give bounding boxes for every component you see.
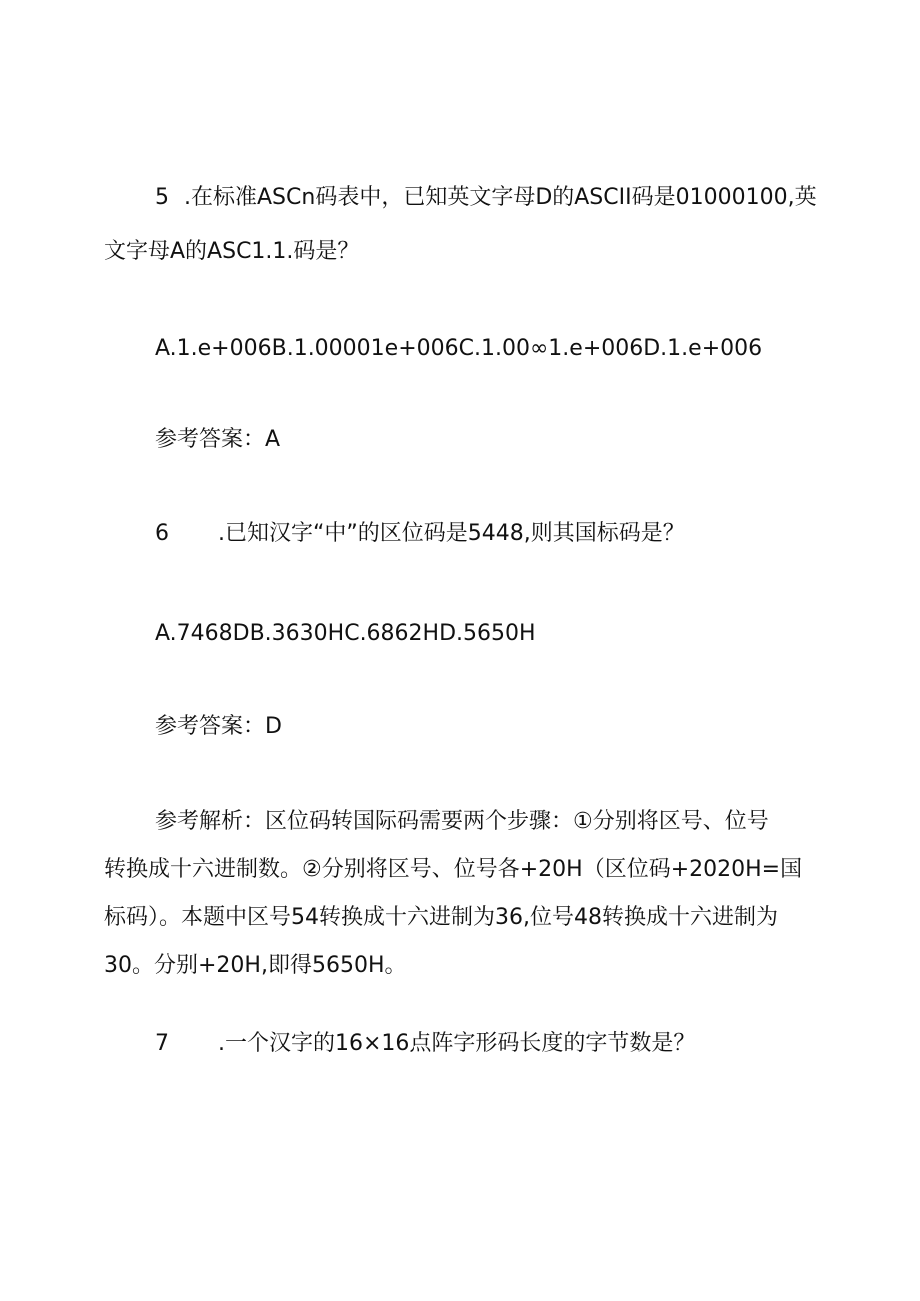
analysis-line-1: 参考解析：区位码转国际码需要两个步骤：①分别将区号、位号 (155, 809, 769, 834)
analysis-line-3: 标码）。本题中区号54转换成十六进制为36,位号48转换成十六进制为 (104, 905, 778, 930)
question-6-options: A.7468DB.3630HC.6862HD.5650H (155, 621, 536, 646)
question-number: 6 (155, 521, 169, 546)
analysis-line-2: 转换成十六进制数。②分别将区号、位号各+20H（区位码+2020H=国 (104, 857, 803, 882)
question-5-answer: 参考答案：A (155, 427, 281, 452)
question-5-options: A.1.e+006B.1.00001e+006C.1.00∞1.e+006D.1.e+006 (155, 336, 763, 361)
question-number: 5 (155, 185, 169, 210)
question-5-line-2: 文字母A的ASC1.1.码是？ (104, 239, 360, 264)
question-text: .在标准ASCn码表中，已知英文字母D的ASCII码是01000100,英 (184, 185, 817, 210)
question-number: 7 (155, 1031, 169, 1056)
question-5-line-1 (155, 184, 817, 212)
analysis-line-4: 30。分别+20H,即得5650H。 (104, 953, 407, 978)
question-7-line (155, 1030, 695, 1058)
question-6-answer: 参考答案：D (155, 714, 282, 739)
question-text: .已知汉字“中”的区位码是5448,则其国标码是？ (218, 521, 685, 546)
question-text: .一个汉字的16×16点阵字形码长度的字节数是？ (218, 1031, 696, 1056)
question-6-line (155, 520, 685, 548)
